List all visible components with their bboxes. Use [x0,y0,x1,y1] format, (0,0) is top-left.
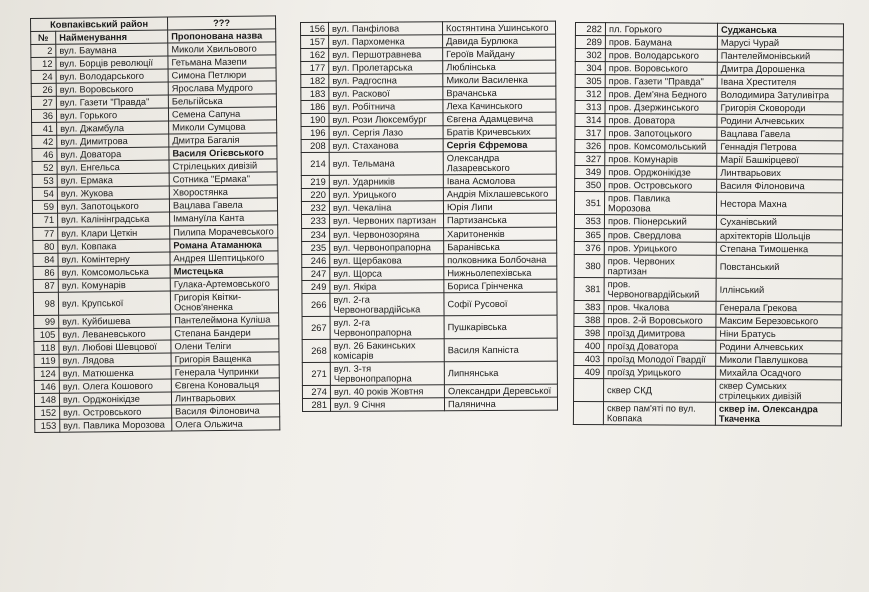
proposed-street-name: Михайла Осадчого [716,366,842,380]
current-street-name: вул. Рози Люксембург [329,113,443,127]
current-street-name: вул. Першотравнева [329,48,443,62]
row-number: 59 [32,201,57,214]
current-street-name: пров. Чкалова [604,300,716,314]
row-number: 381 [574,277,604,300]
row-number: 383 [574,300,604,313]
row-number: 365 [574,228,604,241]
proposed-street-name: Леха Качинського [443,99,556,113]
proposed-street-name: Суханівський [716,216,842,230]
row-number: 388 [574,313,604,326]
row-number: 156 [301,22,329,35]
current-street-name: пров. Запотоцького [605,127,717,141]
proposed-street-name: Липнянська [444,361,557,385]
current-street-name: вул. Панфілова [329,22,443,36]
row-number: 41 [32,122,57,135]
row-number: 247 [302,267,330,280]
row-number: 2 [31,44,56,57]
proposed-street-name: Миколи Хвильового [168,42,276,56]
row-number: 350 [575,179,605,192]
row-number: 266 [302,293,330,316]
current-street-name: вул. Стаханова [329,139,443,153]
col-header-name: Найменування [56,30,168,44]
proposed-street-name: Миколи Павлушкова [716,353,842,367]
row-number: 24 [31,70,56,83]
row-number: 157 [301,35,329,48]
proposed-street-name: Андрея Шептицького [170,250,278,264]
row-number: 313 [575,101,605,114]
row-number: 27 [31,96,56,109]
row-number: 146 [34,380,59,393]
question-marks: ??? [167,16,275,30]
proposed-street-name: Дмитра Багалія [169,133,277,147]
proposed-street-name: Іллінський [716,278,842,302]
street-table-2 [300,21,558,412]
current-street-name: пров. Комсомольський [605,140,717,154]
current-street-name: пров. Воровського [605,62,717,76]
current-street-name: сквер СКД [604,379,716,403]
table-row [301,86,556,100]
table-row [301,21,556,35]
proposed-street-name: Повстанський [716,255,842,279]
row-number: 246 [302,254,330,267]
proposed-street-name: Семена Сапуна [168,107,276,121]
proposed-street-name: Вацлава Гавела [169,198,277,212]
current-street-name: вул. Робітнича [329,100,443,114]
current-street-name: вул. Ударників [329,175,443,189]
proposed-street-name: Василя Капніста [444,338,557,362]
proposed-street-name: Харитоненків [444,227,557,241]
current-street-name: вул. 26 Бакинських комісарів [330,339,444,363]
current-street-name: вул. Пролетарська [329,61,443,75]
row-number: 86 [33,266,58,279]
row-number: 177 [301,61,329,74]
row-number: 119 [34,354,59,367]
table-row [301,175,556,189]
current-street-name: вул. 2-га Червоногвардійська [330,292,444,316]
proposed-street-name: Хворостянка [169,185,277,199]
row-number: 282 [575,23,605,36]
row-number: 54 [32,188,57,201]
row-number: 42 [32,136,57,149]
proposed-street-name: сквер Сумських стрілецьких дивізій [716,379,842,403]
current-street-name: вул. Щербакова [330,253,444,267]
proposed-street-name: Костянтина Ушинського [443,21,556,35]
proposed-street-name: Миколи Василенка [443,73,556,87]
row-number: 220 [301,189,329,202]
proposed-street-name: Сергія Єфремова [443,138,556,152]
proposed-street-name: Степана Бандери [171,326,279,340]
proposed-street-name: Іммануїла Канта [170,211,278,225]
row-number: 274 [302,385,330,398]
current-street-name: вул. Калінінградська [58,213,170,227]
row-number [574,378,604,401]
current-street-name: вул. Комінтерну [58,252,170,266]
row-number: 219 [301,176,329,189]
row-number: 52 [32,162,57,175]
table-row [301,112,556,126]
current-street-name: проїзд Молодої Гвардії [604,352,716,366]
proposed-street-name: Олени Теліги [171,339,279,353]
proposed-street-name: Родини Алчевських [716,340,842,354]
current-street-name: вул. Енгельса [57,160,169,174]
row-number: 314 [575,114,605,127]
current-street-name: пров. Урицького [604,241,716,255]
row-number: 87 [33,279,58,292]
current-street-name: вул. Матюшенка [59,366,171,380]
proposed-street-name: Василя Філоновича [717,180,843,194]
current-street-name: вул. Баумана [56,43,168,57]
proposed-street-name: Генерала Чупринки [171,365,279,379]
current-street-name: вул. Орджонікідзе [59,392,171,406]
proposed-street-name: Героїв Майдану [443,47,556,61]
proposed-street-name: Линтварьових [717,167,843,181]
proposed-street-name: Гулака-Артемовського [170,277,278,291]
current-street-name: пров. Островського [605,179,717,193]
table-row [302,292,557,316]
current-street-name: вул. Клари Цеткін [58,226,170,240]
current-street-name: пров. Володарського [605,49,717,63]
street-table-3-body [573,23,843,426]
current-street-name: пров. Червоних партизан [604,254,716,278]
row-number: 26 [31,83,56,96]
proposed-street-name: Романа Атаманюка [170,237,278,251]
current-street-name: вул. 3-тя Червонопрапорна [330,362,444,386]
table-row [301,151,556,175]
table-row [574,254,842,278]
current-street-name: пл. Горького [605,23,717,37]
current-street-name: вул. Чекаліна [329,201,443,215]
proposed-street-name: Івана Асмолова [443,175,556,189]
proposed-street-name: Василя Філоновича [172,404,280,418]
proposed-street-name: Мистецька [170,264,278,278]
proposed-street-name: Юрія Липи [443,201,556,215]
current-street-name: вул. Крупської [58,291,170,315]
row-number: 232 [301,202,329,215]
current-street-name: проїзд Урицького [604,365,716,379]
current-street-name: пров. Піонерський [604,215,716,229]
current-street-name: пров. Газети "Правда" [605,75,717,89]
proposed-street-name: Баранівська [444,240,557,254]
proposed-street-name: Ніни Братусь [716,327,842,341]
current-street-name: вул. Пархоменка [329,35,443,49]
row-number: 312 [575,88,605,101]
row-number: 398 [574,326,604,339]
table-row [301,188,556,202]
row-number: 409 [574,365,604,378]
current-street-name: вул. Запотоцького [57,199,169,213]
table-row [302,214,557,228]
current-street-name: вул. Червонозоряна [330,227,444,241]
row-number: 214 [301,153,329,176]
table-row [301,34,556,48]
proposed-street-name: Максим Березовського [716,314,842,328]
table-row [301,73,556,87]
current-street-name: вул. Тельмана [329,152,443,176]
row-number: 162 [301,48,329,61]
proposed-street-name: архітекторів Шольців [716,229,842,243]
table-row [302,240,557,254]
proposed-street-name: Братів Кричевських [443,125,556,139]
row-number: 376 [574,241,604,254]
proposed-street-name: Пилипа Морачевського [170,224,278,238]
table-row [574,378,842,402]
current-street-name: пров. Свердлова [604,228,716,242]
row-number: 190 [301,114,329,127]
current-street-name: вул. Володарського [56,69,168,83]
table-row [301,125,556,139]
table-row [302,315,557,339]
proposed-street-name: Нижньолепехівська [444,266,557,280]
current-street-name: вул. Комунарів [58,278,170,292]
row-number: 183 [301,88,329,101]
proposed-street-name: Партизанська [444,214,557,228]
current-street-name: пров. Дем'яна Бедного [605,88,717,102]
current-street-name: пров. Орджонікідзе [605,166,717,180]
col-header-number: № [31,31,56,44]
proposed-street-name: Вацлава Гавела [717,127,843,141]
proposed-street-name: Давида Бурлюка [443,34,556,48]
current-street-name: вул. Борців революції [56,56,168,70]
current-street-name: вул. Павлика Морозова [60,418,172,432]
table-row [302,397,557,411]
current-street-name: вул. Горького [56,108,168,122]
row-number: 233 [302,215,330,228]
current-street-name: вул. Любові Шевцової [59,340,171,354]
current-street-name: вул. Радгоспна [329,74,443,88]
current-street-name: проїзд Димитрова [604,326,716,340]
table-row [302,361,557,385]
current-street-name: вул. 40 років Жовтня [330,385,444,399]
row-number: 249 [302,280,330,293]
proposed-street-name: Андрія Міхлашевського [443,188,556,202]
row-number: 36 [31,109,56,122]
current-street-name: вул. Ковпака [58,239,170,253]
row-number: 105 [34,328,59,341]
row-number: 403 [574,352,604,365]
proposed-street-name: Василя Огієвського [169,146,277,160]
table-row [302,253,557,267]
current-street-name: вул. Урицького [329,188,443,202]
table-row [302,266,557,280]
current-street-name: вул. Комсомольська [58,265,170,279]
current-street-name: пров. Червоногвардійський [604,277,716,301]
proposed-street-name: Палянична [444,397,557,411]
table-row [301,138,556,152]
row-number: 186 [301,101,329,114]
proposed-street-name: Івана Хрестителя [717,75,843,89]
proposed-street-name: Родини Алчевських [717,114,843,128]
table-row [573,401,841,425]
current-street-name: вул. Червонопрапорна [330,240,444,254]
table-row [301,60,556,74]
row-number: 235 [302,241,330,254]
row-number: 353 [574,215,604,228]
row-number: 53 [32,175,57,188]
street-table-3 [573,22,844,426]
proposed-street-name: Пантелеймона Куліша [171,313,279,327]
proposed-street-name: Євгена Адамцевича [443,112,556,126]
current-street-name: вул. Ермака [57,173,169,187]
proposed-street-name: Степана Тимошенка [716,242,842,256]
row-number: 327 [575,153,605,166]
row-number: 305 [575,75,605,88]
row-number: 196 [301,127,329,140]
proposed-street-name: Григорія Квітки-Основ'яненка [170,290,278,314]
row-number: 208 [301,140,329,153]
row-number: 380 [574,254,604,277]
current-street-name: вул. Лядова [59,353,171,367]
table-row [301,47,556,61]
current-street-name: вул. Димитрова [57,134,169,148]
row-number: 153 [35,419,60,432]
current-street-name: вул. Жукова [57,186,169,200]
current-street-name: пров. Комунарів [605,153,717,167]
table-row [302,279,557,293]
proposed-street-name: полковника Болбочана [444,253,557,267]
row-number: 152 [35,406,60,419]
row-number: 80 [33,240,58,253]
row-number: 326 [575,140,605,153]
row-number: 304 [575,62,605,75]
row-number: 351 [574,192,604,215]
row-number: 46 [32,149,57,162]
table-row [302,227,557,241]
current-street-name: пров. 2-й Воровського [604,313,716,327]
current-street-name: пров. Дзержинського [605,101,717,115]
row-number: 234 [302,228,330,241]
current-street-name: вул. Доватора [57,147,169,161]
proposed-street-name: Врачанська [443,86,556,100]
current-street-name: вул. Газети "Правда" [56,95,168,109]
current-street-name: вул. Раскової [329,87,443,101]
table-row [301,99,556,113]
proposed-street-name: Бельгійська [168,94,276,108]
row-number: 84 [33,253,58,266]
proposed-street-name: Марусі Чурай [717,36,843,50]
proposed-street-name: Григорія Ващенка [171,352,279,366]
current-street-name: проїзд Доватора [604,339,716,353]
proposed-street-name: сквер ім. Олександра Ткаченка [715,402,841,426]
table-row [35,417,280,433]
row-number: 118 [34,341,59,354]
proposed-street-name: Пантелеймонівський [717,49,843,63]
current-street-name: пров. Павлика Морозова [604,192,716,216]
row-number: 281 [302,398,330,411]
proposed-street-name: Дмитра Дорошенка [717,62,843,76]
proposed-street-name: Олександри Деревської [444,384,557,398]
table-row [302,384,557,398]
row-number: 182 [301,74,329,87]
row-number: 302 [575,49,605,62]
row-number: 268 [302,339,330,362]
proposed-street-name: Євгена Коновальця [171,378,279,392]
proposed-street-name: Марії Башкірцевої [717,154,843,168]
row-number: 12 [31,57,56,70]
current-street-name: вул. Олега Кошового [59,379,171,393]
current-street-name: вул. Червоних партизан [330,214,444,228]
proposed-street-name: Олега Ольжича [172,417,280,431]
current-street-name: вул. Щорса [330,266,444,280]
table-row [574,192,842,216]
proposed-street-name: Линтварьових [171,391,279,405]
district-title: Ковпаківський район [31,17,168,31]
current-street-name: вул. Якіра [330,279,444,293]
current-street-name: вул. 2-га Червонопрапорна [330,315,444,339]
current-street-name: сквер пам'яті по вул. Ковпака [603,402,715,426]
current-street-name: вул. Сергія Лазо [329,126,443,140]
proposed-street-name: Григорія Сковороди [717,101,843,115]
row-number: 400 [574,339,604,352]
proposed-street-name: Софії Русової [444,292,557,316]
row-number: 271 [302,362,330,385]
current-street-name: вул. Островського [60,405,172,419]
proposed-street-name: Генерала Грекова [716,301,842,315]
table-row [574,277,842,301]
row-number: 289 [575,36,605,49]
col-header-proposed: Пропонована назва [168,29,276,43]
street-table-1-body [31,16,280,433]
current-street-name: вул. Джамбула [57,121,169,135]
row-number: 148 [34,393,59,406]
table-row [33,290,278,316]
proposed-street-name: Ярослава Мудрого [168,81,276,95]
row-number: 99 [34,315,59,328]
proposed-street-name: Бориса Грінченка [444,279,557,293]
proposed-street-name: Олександра Лазаревського [443,151,556,175]
current-street-name: вул. Куйбишева [59,314,171,328]
row-number: 317 [575,127,605,140]
row-number: 124 [34,367,59,380]
row-number: 98 [33,292,58,315]
street-table-2-body [301,21,558,411]
proposed-street-name: Сотника "Ермака" [169,172,277,186]
current-street-name: вул. Воровського [56,82,168,96]
row-number: 77 [33,227,58,240]
table-row [302,338,557,362]
row-number: 349 [575,166,605,179]
current-street-name: пров. Доватора [605,114,717,128]
current-street-name: вул. Леваневського [59,327,171,341]
row-number: 71 [33,214,58,227]
proposed-street-name: Нестора Махна [716,193,842,217]
current-street-name: вул. 9 Січня [330,398,444,412]
row-number [573,401,603,424]
proposed-street-name: Пушкарівська [444,315,557,339]
proposed-street-name: Стрілецьких дивізій [169,159,277,173]
proposed-street-name: Миколи Сумцова [169,120,277,134]
proposed-street-name: Люблінська [443,60,556,74]
proposed-street-name: Суджанська [717,23,843,37]
current-street-name: пров. Баумана [605,36,717,50]
proposed-street-name: Володимира Затуливітра [717,88,843,102]
row-number: 267 [302,316,330,339]
table-row [301,201,556,215]
proposed-street-name: Гетьмана Мазепи [168,55,276,69]
proposed-street-name: Геннадія Петрова [717,141,843,155]
proposed-street-name: Симона Петлюри [168,68,276,82]
street-table-1 [30,15,280,433]
